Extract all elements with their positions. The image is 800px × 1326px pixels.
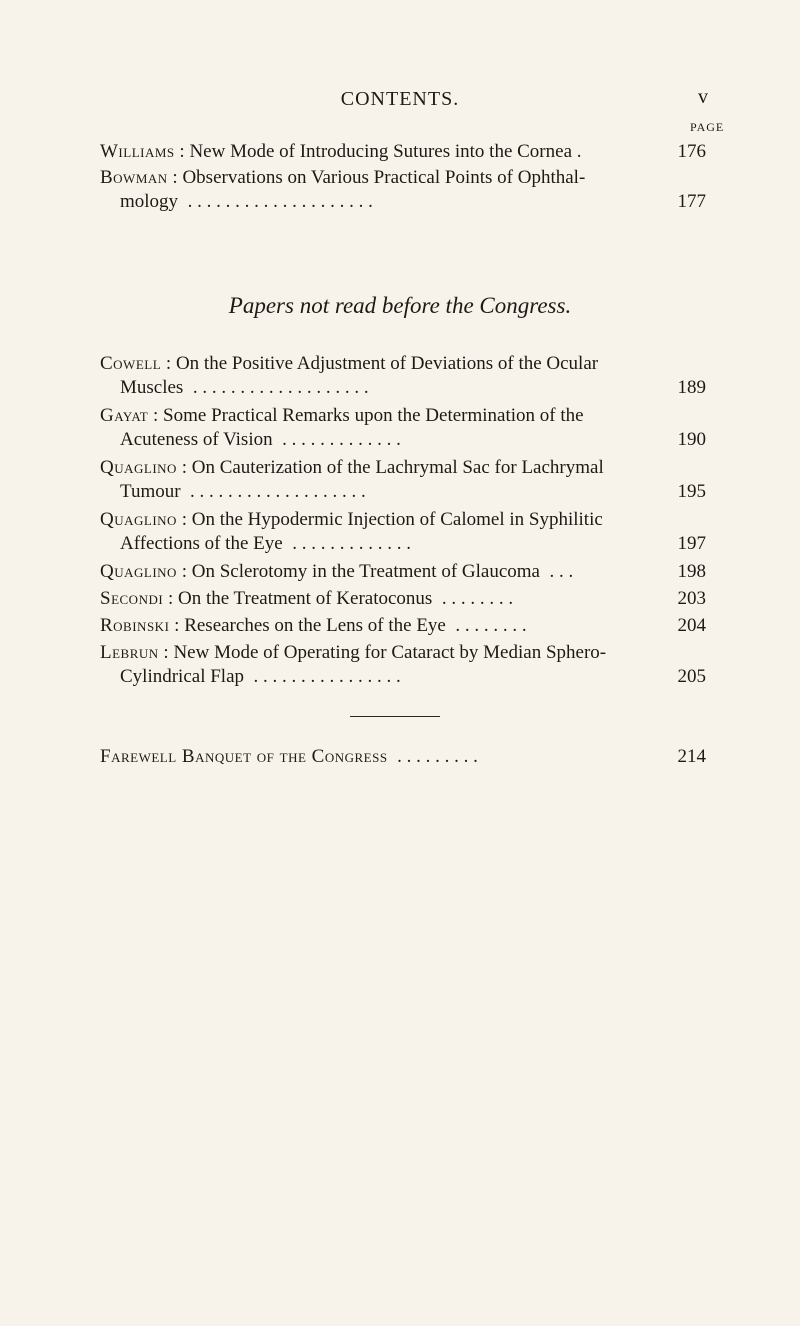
entry-title-line: Researches on the Lens of the Eye: [184, 615, 446, 636]
toc-entry-quaglino-2: Quaglino : On the Hypodermic Injection of Calomel in Syphilitic Affections of the Eye . . . . . . . . . . . . . 197: [100, 509, 706, 554]
entry-page: 197: [677, 533, 706, 554]
entry-author: Cowell: [100, 353, 162, 374]
entry-title-line: On the Treatment of Keratoconus: [177, 588, 433, 609]
toc-entry-quaglino-1: Quaglino : On Cauterization of the Lachrymal Sac for Lachrymal Tumour . . . . . . . . . . . . . . . . . . . 195: [100, 457, 706, 502]
entry-page: 176: [677, 141, 706, 162]
entry-title-line: On Sclerotomy in the Treatment of Glaucoma: [191, 561, 540, 582]
toc-entry-secondi: Secondi : On the Treatment of Keratoconus . . . . . . . . 203: [100, 588, 706, 609]
toc-entry-robinski: Robinski : Researches on the Lens of the Eye . . . . . . . . 204: [100, 615, 706, 636]
page-number: v: [698, 86, 708, 108]
entry-title-line: On Cauterization of the Lachrymal Sac for Lachrymal: [191, 457, 604, 478]
entry-page: 177: [677, 191, 706, 212]
entry-title-line: New Mode of Introducing Sutures into the Cornea: [189, 141, 572, 162]
divider-rule: [350, 716, 440, 717]
entry-title-line: Tumour: [120, 481, 181, 502]
entry-author: Bowman: [100, 167, 168, 188]
leader-dots: . . .: [544, 561, 574, 582]
entry-page: 204: [677, 615, 706, 636]
leader-dots: . . . . . . . . . . . . . . . . . . .: [185, 481, 366, 502]
toc-entry-williams: Williams : New Mode of Introducing Sutures into the Cornea . 176: [100, 141, 706, 162]
entry-page: 214: [677, 746, 706, 767]
leader-dots: . . . . . . . .: [450, 615, 527, 636]
entry-title-line: On the Hypodermic Injection of Calomel in Syphilitic: [191, 509, 603, 530]
toc-entry-bowman: Bowman : Observations on Various Practical Points of Ophthal- mology . . . . . . . . . . . . . . . . . . . . 177: [100, 167, 706, 212]
toc-entry-cowell: Cowell : On the Positive Adjustment of Deviations of the Ocular Muscles . . . . . . . . . . . . . . . . . . . 189: [100, 353, 706, 398]
leader-dots: . . . . . . . .: [437, 588, 514, 609]
leader-dots: . . . . . . . . . . . . .: [277, 429, 401, 450]
entry-author: Lebrun: [100, 642, 159, 663]
entry-title: Farewell Banquet of the Congress: [100, 746, 388, 767]
entry-page: 195: [677, 481, 706, 502]
section-heading: Papers not read before the Congress.: [228, 293, 572, 318]
entry-title-line: Cylindrical Flap: [120, 666, 245, 687]
entry-author: Secondi: [100, 588, 164, 609]
entry-author: Robinski: [100, 615, 170, 636]
toc-entry-quaglino-3: Quaglino : On Sclerotomy in the Treatment of Glaucoma . . . 198: [100, 561, 706, 582]
entry-page: 205: [677, 666, 706, 687]
leader-dots: . . . . . . . . . . . . .: [287, 533, 411, 554]
entry-author: Williams: [100, 141, 175, 162]
running-title: CONTENTS.: [340, 88, 460, 110]
entry-title-line: Some Practical Remarks upon the Determination of the: [163, 405, 584, 426]
leader-dots: . . . . . . . . . . . . . . . . . . . .: [182, 191, 373, 212]
toc-entry-lebrun: Lebrun : New Mode of Operating for Cataract by Median Sphero- Cylindrical Flap . . . . . . . . . . . . . . . . 205: [100, 642, 706, 687]
entry-page: 189: [677, 377, 706, 398]
entry-title-line: Muscles: [120, 377, 184, 398]
toc-entry-gayat: Gayat : Some Practical Remarks upon the Determination of the Acuteness of Vision . . . . . . . . . . . . . 190: [100, 405, 706, 450]
entry-author: Gayat: [100, 405, 149, 426]
entry-title-line: Acuteness of Vision: [120, 429, 273, 450]
entry-title-line: Affections of the Eye: [120, 533, 283, 554]
entry-author: Quaglino: [100, 509, 177, 530]
leader-dots: . . . . . . . . . . . . . . . .: [248, 666, 401, 687]
entry-page: 198: [677, 561, 706, 582]
entry-page: 203: [677, 588, 706, 609]
entry-title-line: New Mode of Operating for Cataract by Median Sphero-: [173, 642, 607, 663]
entry-title-line: mology: [120, 191, 179, 212]
entry-author: Quaglino: [100, 561, 177, 582]
page-column-label: PAGE: [690, 120, 725, 134]
entry-title-line: On the Positive Adjustment of Deviations of the Ocular: [175, 353, 599, 374]
leader-dots: . . . . . . . . .: [392, 746, 478, 767]
entry-page: 190: [677, 429, 706, 450]
entry-title-line: Observations on Various Practical Points of Ophthal-: [182, 167, 586, 188]
entry-author: Quaglino: [100, 457, 177, 478]
toc-entry-farewell-banquet: [100, 745, 710, 769]
leader-dots: . . . . . . . . . . . . . . . . . . .: [188, 377, 369, 398]
